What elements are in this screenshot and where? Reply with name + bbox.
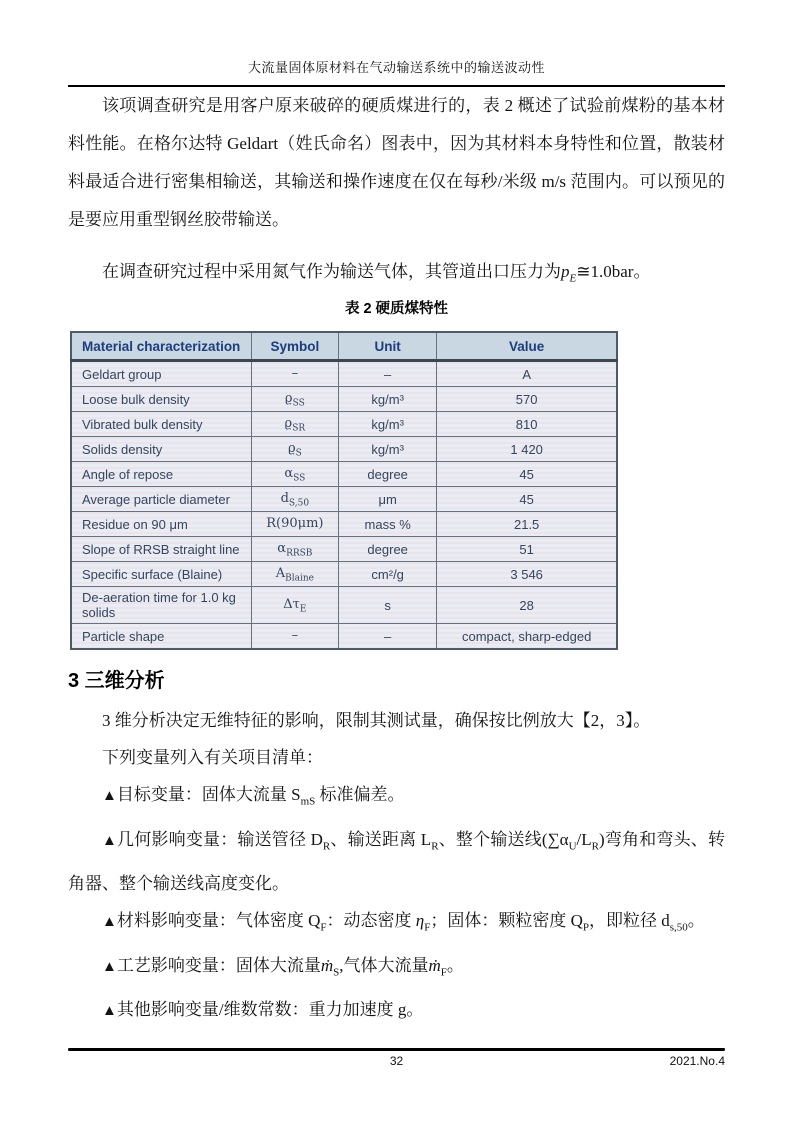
running-head: 大流量固体原材料在气动输送系统中的输送波动性 <box>68 0 725 87</box>
table-row-average-particle-diameter <box>71 487 617 512</box>
table-caption: 表 2 硬质煤特性 <box>344 301 449 318</box>
bullet-target-variable <box>68 776 725 820</box>
column-header-value: Value <box>437 332 617 361</box>
cell-symbol <box>251 462 338 487</box>
cell-value: 3 546 <box>437 562 617 587</box>
cell-value: 570 <box>437 387 617 412</box>
cell-symbol <box>251 562 338 587</box>
cell-unit: mass % <box>339 512 437 537</box>
table-row-loose-bulk-density <box>71 387 617 412</box>
symbol-base: ϱ <box>284 415 293 431</box>
symbol-sub: RRSB <box>286 548 313 559</box>
bullet-text: ,气体大流量 <box>339 955 429 975</box>
table-row-angle-of-repose <box>71 462 617 487</box>
cell-symbol <box>251 387 338 412</box>
cell-symbol <box>251 361 338 387</box>
table-row-particle-shape <box>71 624 617 650</box>
cell-name: Particle shape <box>71 624 251 650</box>
cell-symbol <box>251 512 338 537</box>
formula-subscript: E <box>569 272 577 285</box>
cell-name: Specific surface (Blaine) <box>71 562 251 587</box>
column-header-material: Material characterization <box>71 332 251 361</box>
symbol-base: R(90μm) <box>266 515 324 531</box>
cell-symbol <box>251 437 338 462</box>
symbol-base: Δτ <box>283 596 300 612</box>
bullet-other-variables <box>68 991 725 1030</box>
triangle-bullet-icon: ▲ <box>102 1002 117 1019</box>
symbol-base: α <box>277 540 287 556</box>
column-header-symbol: Symbol <box>251 332 338 361</box>
paragraph-2-period: 。 <box>633 262 651 281</box>
issue-label: 2021.No.4 <box>669 1054 725 1068</box>
cell-value: 21.5 <box>437 512 617 537</box>
cell-name: Solids density <box>71 437 251 462</box>
table-row-deaeration-time <box>71 587 617 624</box>
pressure-formula <box>561 262 634 285</box>
cell-unit: kg/m³ <box>339 437 437 462</box>
table-row-slope-of-rrsb <box>71 537 617 562</box>
cell-unit: μm <box>339 487 437 512</box>
bullet-text: 其他影响变量/维数常数：重力加速度 g。 <box>116 999 424 1019</box>
paragraph-2-text: 在调查研究过程中采用氮气作为输送气体，其管道出口压力为 <box>102 262 561 281</box>
bullet-text: 目标变量：固体大流量 S <box>116 785 301 805</box>
cell-unit: cm²/g <box>339 562 437 587</box>
cell-unit: s <box>339 587 437 624</box>
cell-value: 45 <box>437 487 617 512</box>
subscript: mS <box>300 795 316 808</box>
triangle-bullet-icon: ▲ <box>102 914 117 931</box>
cell-symbol <box>251 587 338 624</box>
cell-value: 28 <box>437 587 617 624</box>
subscript: F <box>440 965 447 978</box>
symbol-base: A <box>275 565 286 581</box>
paragraph-2 <box>68 253 725 297</box>
bullet-text: 几何影响变量：输送管径 D <box>117 829 323 849</box>
bullet-text: ：动态密度 <box>326 911 416 931</box>
column-header-unit: Unit <box>339 332 437 361</box>
subscript: P <box>582 921 589 934</box>
cell-unit: degree <box>339 462 437 487</box>
bullet-material-variables <box>68 902 725 946</box>
bullet-geometry-variables <box>68 821 725 902</box>
symbol-sub: SS <box>293 473 306 484</box>
cell-unit: kg/m³ <box>339 387 437 412</box>
cell-name: Residue on 90 μm <box>71 512 251 537</box>
cell-value: compact, sharp-edged <box>437 624 617 650</box>
triangle-bullet-icon: ▲ <box>102 788 117 805</box>
bullet-process-variables <box>68 947 725 991</box>
cell-value: 51 <box>437 537 617 562</box>
triangle-bullet-icon: ▲ <box>102 832 118 849</box>
subscript: R <box>431 840 439 853</box>
table-row-specific-surface <box>71 562 617 587</box>
symbol-sub: SR <box>292 423 306 434</box>
bullet-text: 。 <box>446 955 464 975</box>
triangle-bullet-icon: ▲ <box>102 958 117 975</box>
subscript: U <box>568 840 577 853</box>
symbol-base: – <box>291 365 299 381</box>
bullet-text: 、整个输送线(∑α <box>438 829 569 849</box>
cell-unit: – <box>339 361 437 387</box>
subscript: s,50 <box>669 921 688 934</box>
symbol-sub: S <box>295 448 302 459</box>
page-number: 32 <box>389 1054 404 1068</box>
section-intro-2: 下列变量列入有关项目清单： <box>102 748 323 768</box>
bullet-text: ；固体：颗粒密度 Q <box>430 911 583 931</box>
cell-symbol <box>251 412 338 437</box>
bullet-text: 材料影响变量：气体密度 Q <box>116 911 321 931</box>
cell-value: 1 420 <box>437 437 617 462</box>
cell-unit: degree <box>339 537 437 562</box>
cell-symbol <box>251 537 338 562</box>
table-row-geldart-group <box>71 361 617 387</box>
symbol-sub: E <box>299 604 307 615</box>
table-row-solids-density <box>71 437 617 462</box>
table-header-row <box>71 332 617 361</box>
cell-unit: – <box>339 624 437 650</box>
subscript: F <box>320 921 327 934</box>
italic-variable: ṁ <box>428 955 441 975</box>
section-heading: 3 三维分析 <box>68 670 165 693</box>
section-intro-1: 3 维分析决定无维特征的影响，限制其测试量，确保按比例放大【2，3】。 <box>102 711 651 731</box>
cell-name: Angle of repose <box>71 462 251 487</box>
italic-variable: ṁ <box>320 955 334 975</box>
material-properties-table <box>70 331 618 650</box>
bullet-text: )弯角和弯头、转角器、整个输送线高度变化。 <box>68 829 725 894</box>
italic-variable: η <box>415 911 425 931</box>
formula-variable: p <box>561 262 570 281</box>
cell-unit: kg/m³ <box>339 412 437 437</box>
symbol-sub: S,50 <box>288 498 310 509</box>
cell-symbol <box>251 624 338 650</box>
subscript: R <box>322 840 331 853</box>
subscript: S <box>333 965 340 978</box>
cell-symbol <box>251 487 338 512</box>
cell-name: Vibrated bulk density <box>71 412 251 437</box>
symbol-base: ϱ <box>287 440 296 456</box>
cell-name: Loose bulk density <box>71 387 251 412</box>
cell-name: De-aeration time for 1.0 kg solids <box>71 587 251 624</box>
paragraph-1: 该项调查研究是用客户原来破碎的硬质煤进行的，表 2 概述了试验前煤粉的基本材料性能。在格尔达特 Geldart（姓氏命名）图表中，因为其材料本身特性和位置，散装材料最适合进行密集相输送，其输送和操作速度在仅在每秒/米级 m/s 范围内。可以预见的是要应用重型钢丝胶带输送。 <box>68 96 725 229</box>
symbol-base: α <box>284 465 294 481</box>
cell-value: 45 <box>437 462 617 487</box>
cell-value: A <box>437 361 617 387</box>
symbol-base: ϱ <box>284 390 293 406</box>
cell-value: 810 <box>437 412 617 437</box>
cell-name: Slope of RRSB straight line <box>71 537 251 562</box>
symbol-base: d <box>280 490 289 506</box>
material-table-scan <box>70 331 618 650</box>
cell-name: Geldart group <box>71 361 251 387</box>
bullet-text: 、输送距离 L <box>330 829 432 849</box>
table-row-vibrated-bulk-density <box>71 412 617 437</box>
table-row-residue-on-90um <box>71 512 617 537</box>
page-footer <box>68 1048 725 1072</box>
bullet-text: 标准偏差。 <box>315 785 405 805</box>
bullet-text: 。 <box>687 911 705 931</box>
bullet-text: ，即粒径 d <box>588 911 670 931</box>
bullet-text: /L <box>576 829 592 849</box>
subscript: R <box>591 840 599 853</box>
symbol-base: – <box>291 627 299 643</box>
subscript: F <box>424 921 431 934</box>
symbol-sub: Blaine <box>285 573 314 584</box>
symbol-sub: SS <box>292 398 305 409</box>
bullet-text: 工艺影响变量：固体大流量 <box>116 955 321 975</box>
formula-value: ≅1.0bar <box>576 262 634 281</box>
cell-name: Average particle diameter <box>71 487 251 512</box>
